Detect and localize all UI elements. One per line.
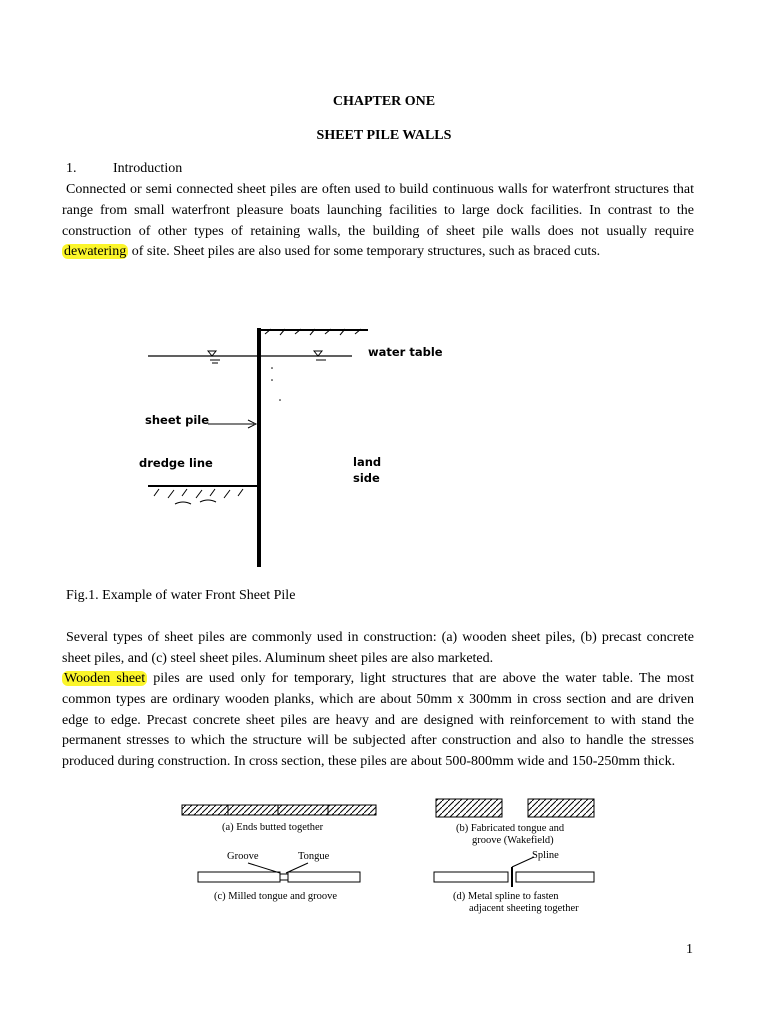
fig-c-label: (c) Milled tongue and groove bbox=[214, 891, 338, 902]
fig-d-label-2: adjacent sheeting together bbox=[469, 903, 579, 914]
section-d-left bbox=[434, 872, 508, 882]
section-a-planks bbox=[182, 805, 376, 815]
section-c-right bbox=[288, 872, 360, 882]
highlight-wooden-sheet: Wooden sheet bbox=[64, 671, 146, 686]
fig-d-label-1: (d) Metal spline to fasten bbox=[453, 891, 559, 902]
dredge-hatching bbox=[154, 489, 243, 504]
label-sheet-pile: sheet pile bbox=[145, 413, 210, 427]
chapter-heading: CHAPTER ONE bbox=[332, 94, 436, 109]
fig-b-label-2: groove (Wakefield) bbox=[472, 835, 554, 846]
tongue-label: Tongue bbox=[298, 851, 330, 862]
types-paragraph: Several types of sheet piles are commonly used in construction: (a) wooden sheet piles, (b) precast concrete sheet piles, and (c) steel sheet piles. Aluminum sheet piles are also marketed. bbox=[62, 630, 694, 666]
intro-number: 1. bbox=[66, 161, 77, 176]
figure-caption: Fig.1. Example of water Front Sheet Pile bbox=[66, 588, 296, 603]
section-title: SHEET PILE WALLS bbox=[316, 128, 452, 143]
spline-label: Spline bbox=[532, 850, 559, 861]
label-side: side bbox=[353, 471, 380, 485]
sheet-pile-figure bbox=[130, 320, 460, 580]
section-d-right bbox=[516, 872, 594, 882]
wooden-sheet-paragraph: Wooden sheet piles are used only for temporary, light structures that are above the water table. The most common types are ordinary wooden planks, which are about 50mm x 300mm in cross section and are driven edge to edge. Precast concrete sheet piles are heavy and are designed with reinforcement to with stand the permanent stresses to which the structure will be subjected after construction and also to handle the stresses produced during construction. In cross section, these piles are about 500-800mm wide and 150-250mm thick. bbox=[62, 671, 694, 770]
fig-a-label: (a) Ends butted together bbox=[222, 822, 324, 833]
highlight-dewatering: dewatering bbox=[64, 244, 127, 260]
section-c-left bbox=[198, 872, 280, 882]
fig-b-label-1: (b) Fabricated tongue and bbox=[456, 823, 565, 834]
label-land: land bbox=[353, 455, 382, 469]
section-b-left bbox=[436, 799, 502, 817]
intro-heading: Introduction bbox=[113, 161, 183, 176]
label-water-table: water table bbox=[368, 345, 443, 359]
label-dredge-line: dredge line bbox=[139, 456, 213, 470]
intro-paragraph: Connected or semi connected sheet piles are often used to build continuous walls for waterfront structures that range from small waterfront pleasure boats launching facilities to large dock facilities. In contrast to the construction of other types of retaining walls, the building of sheet pile walls does not usually require dewatering of site. Sheet piles are also used for some temporary structures, such as braced cuts. bbox=[62, 182, 694, 260]
section-b-right bbox=[528, 799, 594, 817]
page-number: 1 bbox=[686, 942, 693, 957]
water-symbol-left bbox=[208, 351, 220, 363]
groove-label: Groove bbox=[227, 851, 259, 862]
